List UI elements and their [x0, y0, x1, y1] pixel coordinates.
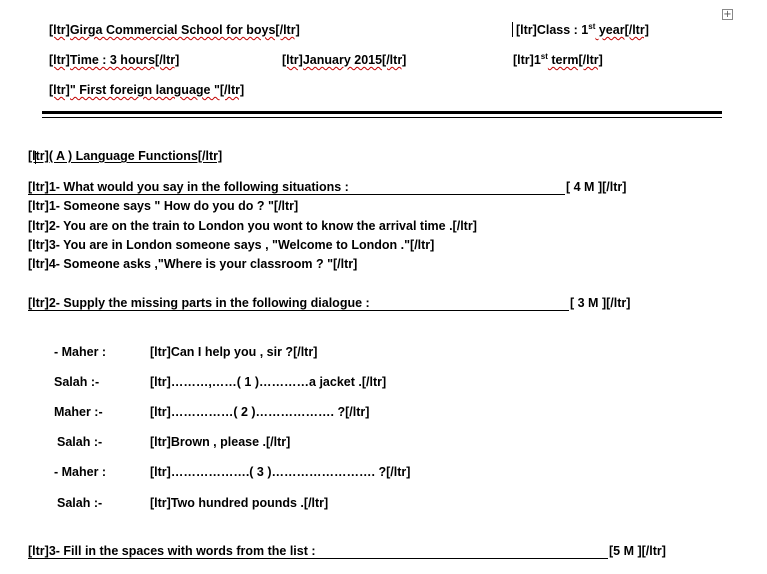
q1-item: [ltr]2- You are on the train to London you wont to know the arrival time .[/ltr]	[28, 219, 477, 233]
dialogue-line: [ltr]Two hundred pounds .[/ltr]	[150, 496, 329, 510]
dialogue-line: [ltr]……………….( 3 )……………………. ?[/ltr]	[150, 465, 411, 479]
dialogue-speaker: Salah :-	[54, 375, 100, 389]
header-rule-thin	[42, 117, 722, 118]
dialogue-speaker: Salah :-	[57, 496, 103, 510]
table-move-handle[interactable]: +	[723, 9, 732, 20]
q1-underline	[28, 194, 565, 195]
dialogue-line: [ltr]Can I help you , sir ?[/ltr]	[150, 345, 318, 359]
dialogue-line: [ltr]……………( 2 )………………. ?[/ltr]	[150, 405, 370, 419]
school-name: [ltr]Girga Commercial School for boys[/ltr]	[49, 23, 300, 37]
dialogue-speaker: Salah :-	[57, 435, 103, 449]
q3-marks: [5 M ][/ltr]	[609, 544, 666, 558]
q2-underline	[28, 310, 569, 311]
section-a-title: [ltr]( A ) Language Functions[/ltr]	[28, 149, 223, 163]
dialogue-line: [ltr]………,……( 1 )…………a jacket .[/ltr]	[150, 375, 387, 389]
q3-text: [ltr]3- Fill in the spaces with words from the list :	[28, 544, 316, 558]
q2-marks: [ 3 M ][/ltr]	[570, 296, 631, 310]
q3-underline	[28, 558, 608, 559]
class-label: [ltr]Class : 1st year[/ltr]	[516, 21, 649, 37]
time-label: [ltr]Time : 3 hours[/ltr]	[49, 53, 180, 67]
subject-label: [ltr]" First foreign language "[/ltr]	[49, 83, 245, 97]
q1-text: [ltr]1- What would you say in the following situations :	[28, 180, 349, 194]
dialogue-line: [ltr]Brown , please .[/ltr]	[150, 435, 291, 449]
q1-item: [ltr]3- You are in London someone says , "Welcome to London ."[/ltr]	[28, 238, 435, 252]
date-label: [ltr]January 2015[/ltr]	[282, 53, 407, 67]
q1-marks: [ 4 M ][/ltr]	[566, 180, 627, 194]
dialogue-speaker: Maher :-	[54, 405, 103, 419]
header-rule-thick	[42, 111, 722, 114]
dialogue-speaker: - Maher :	[54, 345, 107, 359]
q1-item: [ltr]4- Someone asks ,"Where is your classroom ? "[/ltr]	[28, 257, 358, 271]
q2-text: [ltr]2- Supply the missing parts in the following dialogue :	[28, 296, 370, 310]
dialogue-speaker: - Maher :	[54, 465, 107, 479]
term-label: [ltr]1st term[/ltr]	[513, 51, 603, 67]
q1-item: [ltr]1- Someone says " How do you do ? "[/ltr]	[28, 199, 299, 213]
text-cursor	[512, 22, 513, 37]
